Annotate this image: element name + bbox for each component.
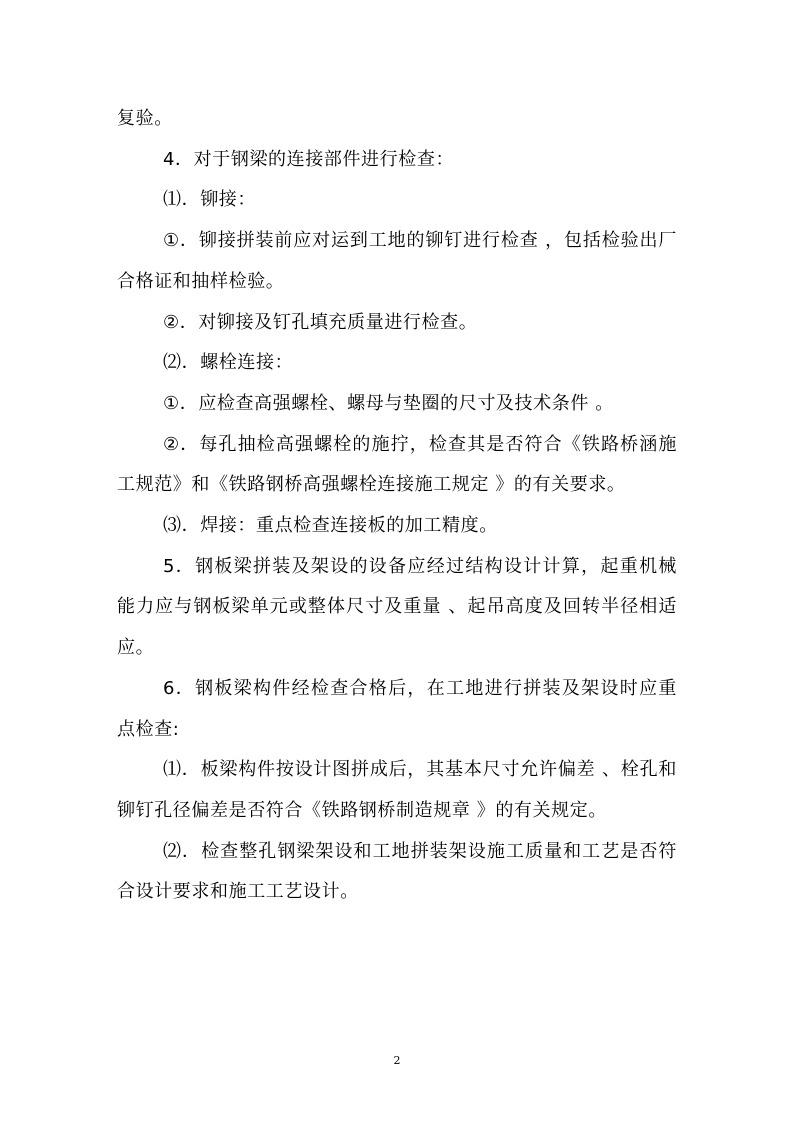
paragraph-1: 复验。 bbox=[117, 108, 173, 129]
paragraph-13: ⑵．检查整孔钢梁架设和工地拼装架设施工质量和工艺是否符合设计要求和施工工艺设计。 bbox=[117, 840, 677, 903]
paragraph-8: ②．每孔抽检高强螺栓的施拧，检查其是否符合《铁路桥涵施工规范》和《铁路钢桥高强螺栓连接施工规定 》的有关要求。 bbox=[117, 433, 677, 496]
paragraph-3: ⑴．铆接： bbox=[163, 189, 256, 211]
paragraph-2: 4．对于钢梁的连接部件进行检查： bbox=[163, 148, 455, 170]
paragraph-12: ⑴．板梁构件按设计图拼成后，其基本尺寸允许偏差 、栓孔和铆钉孔径偏差是否符合《铁路钢桥制造规章 》的有关规定。 bbox=[117, 759, 677, 821]
paragraph-4: ①．铆接拼装前应对运到工地的铆钉进行检查 ，包括检验出厂合格证和抽样检验。 bbox=[117, 230, 677, 292]
paragraph-7: ①．应检查高强螺栓、螺母与垫圈的尺寸及技术条件 。 bbox=[163, 392, 614, 414]
paragraph-10: 5．钢板梁拼装及架设的设备应经过结构设计计算，起重机械能力应与钢板梁单元或整体尺寸及重量 、起吊高度及回转半径相适应。 bbox=[117, 555, 677, 659]
document-body bbox=[117, 99, 677, 913]
paragraph-11: 6．钢板梁构件经检查合格后，在工地进行拼装及架设时应重点检查: bbox=[117, 677, 677, 740]
paragraph-5: ②．对铆接及钉孔填充质量进行检查。 bbox=[163, 311, 478, 333]
paragraph-9: ⑶．焊接：重点检查连接板的加工精度。 bbox=[163, 515, 498, 537]
page-number: 2 bbox=[393, 1054, 401, 1067]
paragraph-6: ⑵．螺栓连接： bbox=[163, 352, 294, 374]
